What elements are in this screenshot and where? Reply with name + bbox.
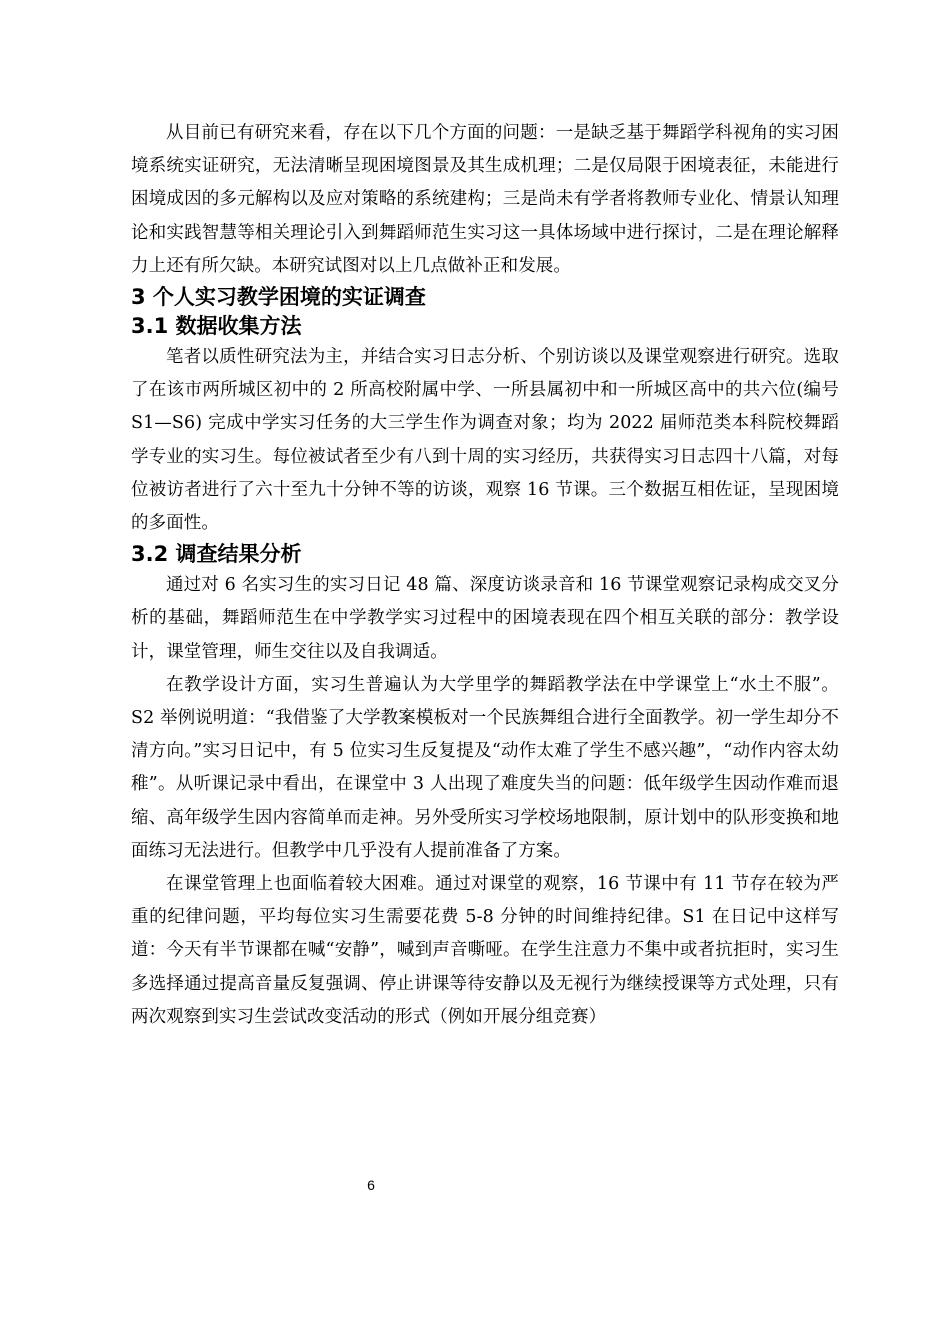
section-3-1-paragraph: 笔者以质性研究法为主，并结合实习日志分析、个别访谈以及课堂观察进行研究。选取了在该市两所城区初中的 2 所高校附属中学、一所县属初中和一所城区高中的共六位(编号 S1—S6) 完成中学实习任务的大三学生作为调查对象；均为 2022 届师范类本科院校舞蹈学专业的实习生。每位被试者至少有八到十周的实习经历，共获得实习日志四十八篇，对每位被访者进行了六十至九十分钟不等的访谈，观察 16 节课。三个数据互相佐证，呈现困境的多面性。 xyxy=(131,347,839,534)
section-3-2-heading: 3.2 调查结果分析 xyxy=(131,542,302,567)
section-3-2-paragraph-2: 在教学设计方面，实习生普遍认为大学里学的舞蹈教学法在中学课堂上“水土不服”。S2 举例说明道：“我借鉴了大学教案模板对一个民族舞组合进行全面教学。初一学生却分不清方向。”实习日记中，有 5 位实习生反复提及“动作太难了学生不感兴趣”，“动作内容太幼稚”。从听课记录中看出，在课堂中 3 人出现了难度失当的问题：低年级学生因动作难而退缩、高年级学生因内容简单而走神。另外受所实习学校场地限制，原计划中的队形变换和地面练习无法进行。但教学中几乎没有人提前准备了方案。 xyxy=(131,674,839,861)
section-3-1-heading: 3.1 数据收集方法 xyxy=(131,314,302,339)
page-body xyxy=(131,117,839,1034)
section-3-2-paragraph-1: 通过对 6 名实习生的实习日记 48 篇、深度访谈录音和 16 节课堂观察记录构成交叉分析的基础，舞蹈师范生在中学教学实习过程中的困境表现在四个相互关联的部分：教学设计，课堂管理，师生交往以及自我调适。 xyxy=(131,575,839,662)
section-3-2-paragraph-3: 在课堂管理上也面临着较大困难。通过对课堂的观察，16 节课中有 11 节存在较为严重的纪律问题，平均每位实习生需要花费 5-8 分钟的时间维持纪律。S1 在日记中这样写道：今天有半节课都在喊“安静”，喊到声音嘶哑。在学生注意力不集中或者抗拒时，实习生多选择通过提高音量反复强调、停止讲课等待安静以及无视行为继续授课等方式处理，只有两次观察到实习生尝试改变活动的形式（例如开展分组竞赛） xyxy=(131,874,839,1027)
page-number: 6 xyxy=(367,1177,375,1193)
intro-paragraph: 从目前已有研究来看，存在以下几个方面的问题：一是缺乏基于舞蹈学科视角的实习困境系统实证研究，无法清晰呈现困境图景及其生成机理；二是仅局限于困境表征，未能进行困境成因的多元解构以及应对策略的系统建构；三是尚未有学者将教师专业化、情景认知理论和实践智慧等相关理论引入到舞蹈师范生实习这一具体场域中进行探讨，二是在理论解释力上还有所欠缺。本研究试图对以上几点做补正和发展。 xyxy=(131,123,839,276)
section-3-heading: 3 个人实习教学困境的实证调查 xyxy=(131,285,426,310)
